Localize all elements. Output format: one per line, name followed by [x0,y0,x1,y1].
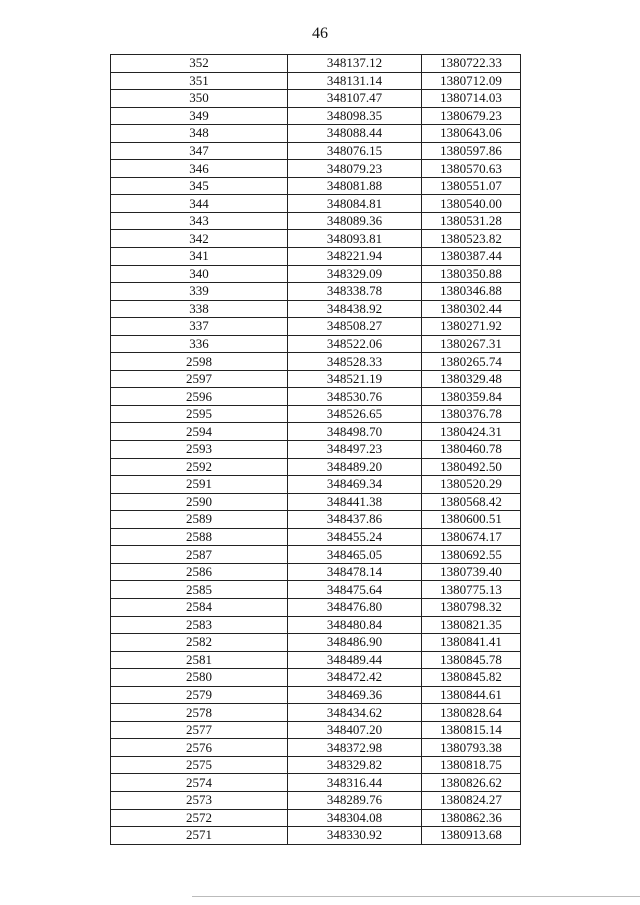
x-coordinate-cell: 348088.44 [288,125,422,143]
y-coordinate-cell: 1380826.62 [422,774,521,792]
y-coordinate-cell: 1380844.61 [422,686,521,704]
y-coordinate-cell: 1380376.78 [422,405,521,423]
y-coordinate-cell: 1380913.68 [422,827,521,845]
y-coordinate-cell: 1380793.38 [422,739,521,757]
x-coordinate-cell: 348131.14 [288,72,422,90]
x-coordinate-cell: 348469.34 [288,476,422,494]
y-coordinate-cell: 1380712.09 [422,72,521,90]
table-row [111,581,521,599]
table-row [111,791,521,809]
x-coordinate-cell: 348508.27 [288,318,422,336]
table-row [111,476,521,494]
point-number-cell: 2583 [111,616,288,634]
point-number-cell: 2586 [111,563,288,581]
table-row [111,177,521,195]
table-row [111,441,521,459]
y-coordinate-cell: 1380387.44 [422,248,521,266]
table-row [111,686,521,704]
x-coordinate-cell: 348465.05 [288,546,422,564]
table-row [111,160,521,178]
y-coordinate-cell: 1380714.03 [422,90,521,108]
y-coordinate-cell: 1380424.31 [422,423,521,441]
x-coordinate-cell: 348476.80 [288,598,422,616]
point-number-cell: 2572 [111,809,288,827]
y-coordinate-cell: 1380523.82 [422,230,521,248]
point-number-cell: 346 [111,160,288,178]
point-number-cell: 2593 [111,441,288,459]
table-row [111,546,521,564]
table-row [111,265,521,283]
table-row [111,405,521,423]
table-row [111,563,521,581]
y-coordinate-cell: 1380329.48 [422,370,521,388]
point-number-cell: 340 [111,265,288,283]
y-coordinate-cell: 1380492.50 [422,458,521,476]
y-coordinate-cell: 1380460.78 [422,441,521,459]
point-number-cell: 2573 [111,791,288,809]
y-coordinate-cell: 1380821.35 [422,616,521,634]
y-coordinate-cell: 1380271.92 [422,318,521,336]
point-number-cell: 336 [111,335,288,353]
point-number-cell: 2579 [111,686,288,704]
x-coordinate-cell: 348478.14 [288,563,422,581]
x-coordinate-cell: 348079.23 [288,160,422,178]
y-coordinate-cell: 1380775.13 [422,581,521,599]
x-coordinate-cell: 348372.98 [288,739,422,757]
y-coordinate-cell: 1380265.74 [422,353,521,371]
table-row [111,651,521,669]
page-number: 46 [312,25,328,42]
y-coordinate-cell: 1380739.40 [422,563,521,581]
point-number-cell: 342 [111,230,288,248]
point-number-cell: 2590 [111,493,288,511]
table-row [111,739,521,757]
table-row [111,370,521,388]
y-coordinate-cell: 1380862.36 [422,809,521,827]
table-row [111,809,521,827]
y-coordinate-cell: 1380267.31 [422,335,521,353]
point-number-cell: 351 [111,72,288,90]
y-coordinate-cell: 1380845.82 [422,669,521,687]
point-number-cell: 350 [111,90,288,108]
y-coordinate-cell: 1380818.75 [422,756,521,774]
y-coordinate-cell: 1380302.44 [422,300,521,318]
point-number-cell: 2576 [111,739,288,757]
table-row [111,283,521,301]
x-coordinate-cell: 348522.06 [288,335,422,353]
coordinates-table [110,54,521,845]
table-row [111,528,521,546]
table-row [111,458,521,476]
table-row [111,423,521,441]
table-row [111,107,521,125]
table-row [111,335,521,353]
x-coordinate-cell: 348437.86 [288,511,422,529]
table-row [111,598,521,616]
y-coordinate-cell: 1380828.64 [422,704,521,722]
point-number-cell: 2574 [111,774,288,792]
coordinates-table-body [111,55,521,845]
table-row [111,634,521,652]
y-coordinate-cell: 1380531.28 [422,212,521,230]
y-coordinate-cell: 1380359.84 [422,388,521,406]
point-number-cell: 2596 [111,388,288,406]
point-number-cell: 2577 [111,721,288,739]
y-coordinate-cell: 1380679.23 [422,107,521,125]
table-row [111,142,521,160]
x-coordinate-cell: 348304.08 [288,809,422,827]
point-number-cell: 2581 [111,651,288,669]
point-number-cell: 344 [111,195,288,213]
y-coordinate-cell: 1380674.17 [422,528,521,546]
x-coordinate-cell: 348475.64 [288,581,422,599]
point-number-cell: 2587 [111,546,288,564]
x-coordinate-cell: 348329.82 [288,756,422,774]
x-coordinate-cell: 348330.92 [288,827,422,845]
x-coordinate-cell: 348441.38 [288,493,422,511]
y-coordinate-cell: 1380597.86 [422,142,521,160]
y-coordinate-cell: 1380568.42 [422,493,521,511]
y-coordinate-cell: 1380824.27 [422,791,521,809]
point-number-cell: 2594 [111,423,288,441]
table-row [111,55,521,73]
x-coordinate-cell: 348480.84 [288,616,422,634]
point-number-cell: 338 [111,300,288,318]
table-row [111,72,521,90]
point-number-cell: 2592 [111,458,288,476]
scan-edge-line [192,896,640,897]
point-number-cell: 345 [111,177,288,195]
point-number-cell: 347 [111,142,288,160]
table-row [111,756,521,774]
table-row [111,388,521,406]
table-row [111,353,521,371]
table-row [111,511,521,529]
point-number-cell: 348 [111,125,288,143]
point-number-cell: 339 [111,283,288,301]
x-coordinate-cell: 348455.24 [288,528,422,546]
x-coordinate-cell: 348526.65 [288,405,422,423]
point-number-cell: 2584 [111,598,288,616]
table-row [111,195,521,213]
point-number-cell: 343 [111,212,288,230]
x-coordinate-cell: 348407.20 [288,721,422,739]
table-row [111,248,521,266]
table-row [111,125,521,143]
y-coordinate-cell: 1380643.06 [422,125,521,143]
point-number-cell: 2582 [111,634,288,652]
point-number-cell: 2598 [111,353,288,371]
point-number-cell: 341 [111,248,288,266]
y-coordinate-cell: 1380346.88 [422,283,521,301]
point-number-cell: 2578 [111,704,288,722]
x-coordinate-cell: 348098.35 [288,107,422,125]
point-number-cell: 2597 [111,370,288,388]
x-coordinate-cell: 348084.81 [288,195,422,213]
y-coordinate-cell: 1380600.51 [422,511,521,529]
x-coordinate-cell: 348434.62 [288,704,422,722]
x-coordinate-cell: 348489.44 [288,651,422,669]
table-row [111,212,521,230]
point-number-cell: 2585 [111,581,288,599]
point-number-cell: 2575 [111,756,288,774]
x-coordinate-cell: 348316.44 [288,774,422,792]
y-coordinate-cell: 1380798.32 [422,598,521,616]
y-coordinate-cell: 1380570.63 [422,160,521,178]
table-row [111,827,521,845]
x-coordinate-cell: 348076.15 [288,142,422,160]
y-coordinate-cell: 1380551.07 [422,177,521,195]
y-coordinate-cell: 1380540.00 [422,195,521,213]
table-row [111,300,521,318]
x-coordinate-cell: 348528.33 [288,353,422,371]
y-coordinate-cell: 1380722.33 [422,55,521,73]
x-coordinate-cell: 348289.76 [288,791,422,809]
x-coordinate-cell: 348089.36 [288,212,422,230]
y-coordinate-cell: 1380520.29 [422,476,521,494]
x-coordinate-cell: 348472.42 [288,669,422,687]
x-coordinate-cell: 348329.09 [288,265,422,283]
y-coordinate-cell: 1380815.14 [422,721,521,739]
point-number-cell: 2591 [111,476,288,494]
table-row [111,90,521,108]
table-row [111,721,521,739]
table-row [111,704,521,722]
table-row [111,774,521,792]
y-coordinate-cell: 1380350.88 [422,265,521,283]
y-coordinate-cell: 1380845.78 [422,651,521,669]
x-coordinate-cell: 348081.88 [288,177,422,195]
table-row [111,318,521,336]
point-number-cell: 349 [111,107,288,125]
point-number-cell: 2588 [111,528,288,546]
table-row [111,230,521,248]
x-coordinate-cell: 348489.20 [288,458,422,476]
table-row [111,616,521,634]
x-coordinate-cell: 348530.76 [288,388,422,406]
x-coordinate-cell: 348221.94 [288,248,422,266]
y-coordinate-cell: 1380692.55 [422,546,521,564]
point-number-cell: 2595 [111,405,288,423]
table-row [111,669,521,687]
x-coordinate-cell: 348469.36 [288,686,422,704]
x-coordinate-cell: 348521.19 [288,370,422,388]
x-coordinate-cell: 348497.23 [288,441,422,459]
x-coordinate-cell: 348486.90 [288,634,422,652]
point-number-cell: 337 [111,318,288,336]
table-row [111,493,521,511]
x-coordinate-cell: 348093.81 [288,230,422,248]
y-coordinate-cell: 1380841.41 [422,634,521,652]
x-coordinate-cell: 348137.12 [288,55,422,73]
point-number-cell: 2589 [111,511,288,529]
x-coordinate-cell: 348338.78 [288,283,422,301]
point-number-cell: 352 [111,55,288,73]
x-coordinate-cell: 348107.47 [288,90,422,108]
point-number-cell: 2580 [111,669,288,687]
point-number-cell: 2571 [111,827,288,845]
x-coordinate-cell: 348438.92 [288,300,422,318]
x-coordinate-cell: 348498.70 [288,423,422,441]
